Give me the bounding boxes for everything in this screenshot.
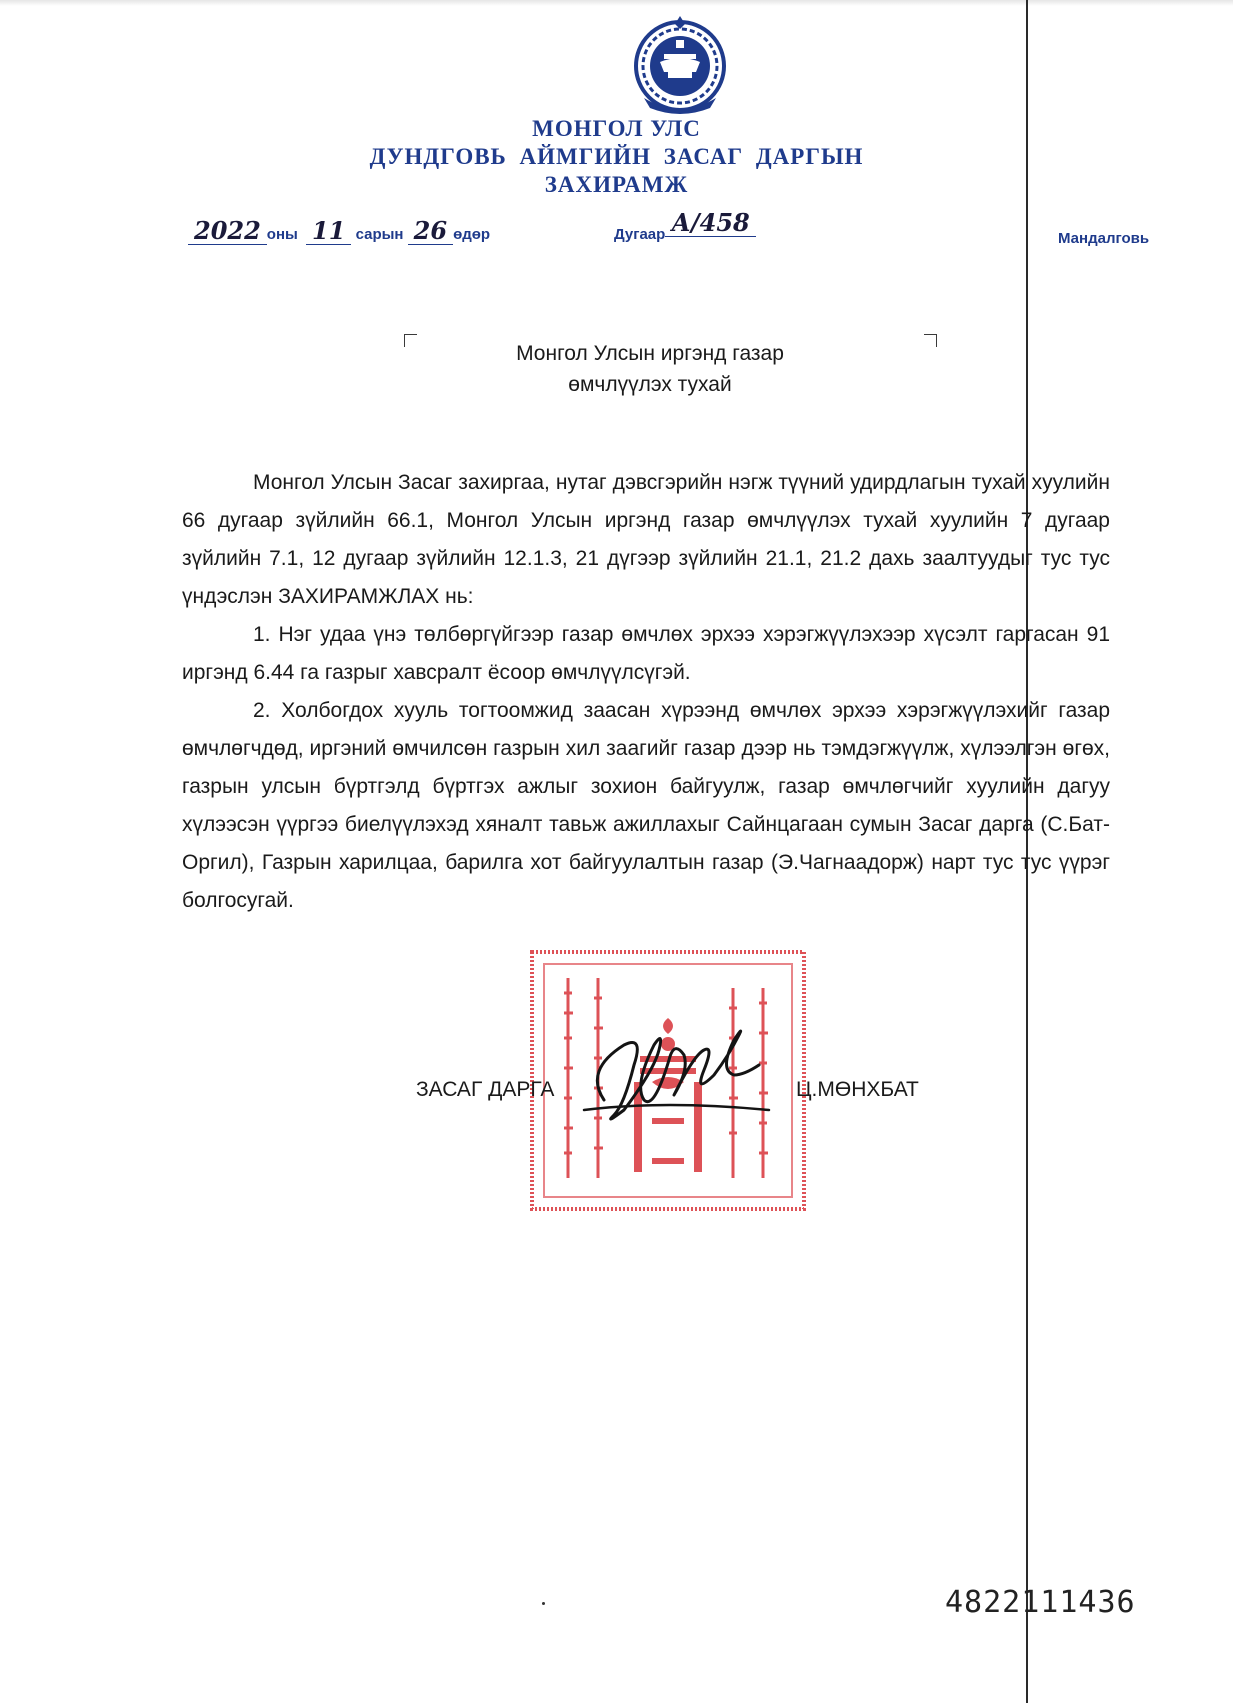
- state-emblem-icon: [630, 10, 730, 116]
- date-day-suffix: өдөр: [453, 226, 491, 243]
- date-field: [188, 218, 490, 245]
- signatory-title: ЗАСАГ ДАРГА: [416, 1078, 555, 1101]
- number-field: [614, 208, 756, 245]
- date-year: 2022: [188, 218, 267, 245]
- scan-speck: [542, 1602, 545, 1605]
- body-intro: Монгол Улсын Засаг захиргаа, нутаг дэвсгэрийн нэгж түүний удирдлагын тухай хуулийн 66 дугаар зүйлийн 66.1, Монгол Улсын иргэнд газар өмчлүүлэх тухай хуулийн 7 дугаар зүйлийн 7.1, 12 дугаар зүйлийн 12.1.3, 21 дүгээр зүйлийн 21.1, 21.2 дахь заалтуудыг тус тус үндэслэн ЗАХИРАМЖЛАХ нь:: [182, 471, 1110, 608]
- date-day: 26: [408, 218, 453, 245]
- date-month-suffix: сарын: [355, 226, 404, 243]
- body-item-2: 2. Холбогдох хууль тогтоомжид заасан хүрээнд өмчлөх эрхээ хэрэгжүүлэхийг газар өмчлөгчдөд, иргэний өмчилсөн газрын хил заагийг газар дээр нь тэмдэгжүүлж, хүлээлгэн өгөх, газрын улсын бүртгэлд бүртгэх ажлыг зохион байгуулж, газар өмчлөгчийг хуулийн дагуу хүлээсэн үүргээ биелүүлэхэд хяналт тавьж ажиллахыг Сайнцагаан сумын Засаг дарга (С.Бат-Оргил), Газрын харилцаа, барилга хот байгуулалтын газар (Э.Чагнаадорж) нарт тус тус үүрэг болгосугай.: [182, 699, 1110, 912]
- number-label: Дугаар: [614, 226, 666, 243]
- place-label: Мандалговь: [1058, 230, 1150, 247]
- date-year-suffix: оны: [266, 226, 298, 243]
- number-value: А/458: [665, 210, 755, 237]
- subject-line-2: өмчлүүлэх тухай: [568, 373, 732, 396]
- header-authority: ДУНДГОВЬ АЙМГИЙН ЗАСАГ ДАРГЫН: [369, 144, 864, 169]
- handwritten-signature: [574, 1010, 774, 1140]
- body-item-1: 1. Нэг удаа үнэ төлбөргүйгээр газар өмчлөх эрхээ хэрэгжүүлэхээр хүсэлт гаргасан 91 иргэнд 6.44 га газрыг хавсралт ёсоор өмчлүүлсүгэй.: [182, 623, 1110, 684]
- scan-edge: [0, 0, 1233, 6]
- serial-number: 4822111436: [945, 1585, 1136, 1620]
- date-month: 11: [306, 218, 351, 245]
- header-country: МОНГОЛ УЛС: [532, 116, 701, 141]
- subject-line-1: Монгол Улсын иргэнд газар: [516, 342, 784, 365]
- signatory-name: Ц.МӨНХБАТ: [796, 1078, 919, 1101]
- header-doc-type: ЗАХИРАМЖ: [544, 172, 689, 197]
